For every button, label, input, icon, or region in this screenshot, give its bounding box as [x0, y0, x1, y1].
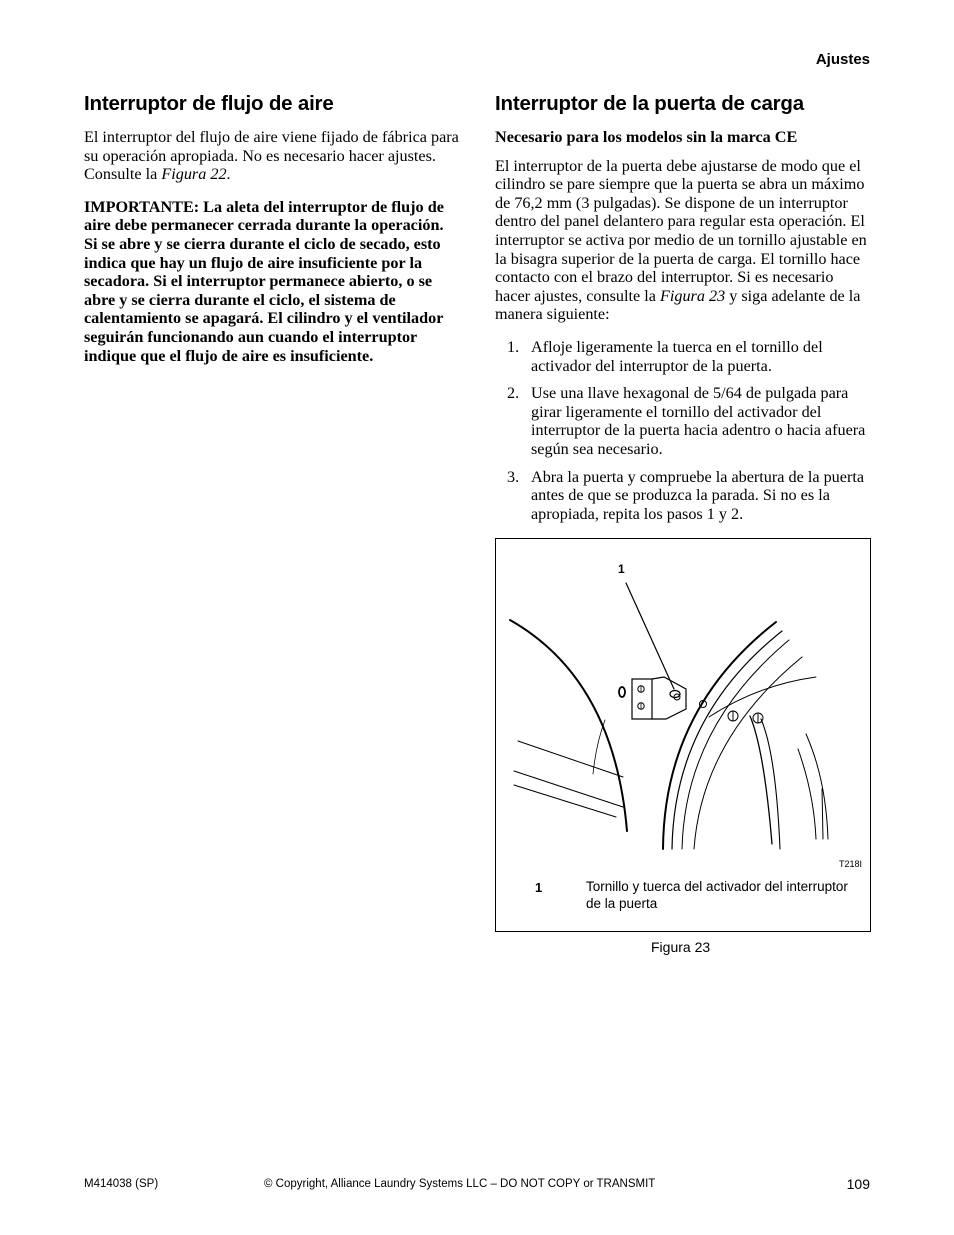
callout-number: 1 [618, 562, 625, 576]
figure-code: T218I [838, 859, 862, 869]
important-notice: IMPORTANTE: La aleta del interruptor de flujo de aire debe permanecer cerrada durante la operación. Si se abre y se cierra durante el ciclo de secado, esto indica que hay un flujo de aire insuficiente por la secadora. Si el interruptor permanece abierto, o se abre y se cierra durante el ciclo, el sistema de calentamiento se apagará. El cilindro y el ventilador seguirán funcionando aun cuando el interruptor indique que el flujo de aire es insuficiente. [84, 197, 444, 365]
step-text: Use una llave hexagonal de 5/64 de pulgada para girar ligeramente el tornillo del activador del interruptor de la puerta hacia adentro o hacia afuera según sea necesario. [531, 384, 866, 458]
step-number: 1. [507, 337, 520, 356]
copyright-notice: © Copyright, Alliance Laundry Systems LLC – DO NOT COPY or TRANSMIT [264, 1178, 656, 1190]
legend-text: Tornillo y tuerca del activador del interruptor de la puerta [586, 879, 848, 911]
ce-models-subheading: Necesario para los modelos sin la marca CE [495, 128, 798, 146]
airflow-intro-end: . [226, 165, 231, 184]
airflow-intro-paragraph [84, 128, 459, 184]
step-item [495, 468, 871, 524]
airflow-intro-text: El interruptor del flujo de aire viene fijado de fábrica para su operación apropiada. No es necesario hacer ajustes. Consulte la [84, 128, 459, 184]
door-hinge-illustration [496, 539, 870, 931]
figure-caption: Figura 23 [651, 939, 711, 955]
figure-23-reference: Figura 23 [659, 286, 726, 305]
door-switch-paragraph [495, 157, 871, 324]
door-switch-text-end: y siga adelante de la manera siguiente: [495, 286, 861, 324]
step-text: Abra la puerta y compruebe la abertura de la puerta antes de que se produzca la parada. Si no es la apropiada, repita los pasos 1 y 2. [531, 467, 865, 523]
legend-number: 1 [535, 880, 543, 895]
document-id: M414038 (SP) [84, 1178, 159, 1190]
adjustment-steps-list [495, 338, 871, 523]
step-number: 2. [507, 384, 520, 403]
step-text: Afloje ligeramente la tuerca en el tornillo del activador del interruptor de la puerta. [531, 337, 823, 375]
figure-22-reference: Figura 22 [161, 165, 227, 184]
page-number: 109 [846, 1176, 870, 1192]
step-number: 3. [507, 467, 520, 486]
step-item [495, 384, 871, 458]
left-column [84, 92, 459, 379]
airflow-switch-heading: Interruptor de flujo de aire [84, 92, 334, 115]
door-switch-heading: Interruptor de la puerta de carga [495, 92, 804, 115]
step-item [495, 338, 871, 375]
figure-23-box [495, 538, 871, 932]
right-column [495, 92, 871, 532]
section-header: Ajustes [815, 51, 870, 68]
door-switch-text: El interruptor de la puerta debe ajustarse de modo que el cilindro se pare siempre que la puerta se abra un máximo de 76,2 mm (3 pulgadas). Se dispone de un interruptor dentro del panel delantero para regular esta operación. El interruptor se activa por medio de un tornillo ajustable en la bisagra superior de la puerta de carga. El tornillo hace contacto con el brazo del interruptor. Si es necesario hacer ajustes, consulte la [495, 156, 867, 305]
